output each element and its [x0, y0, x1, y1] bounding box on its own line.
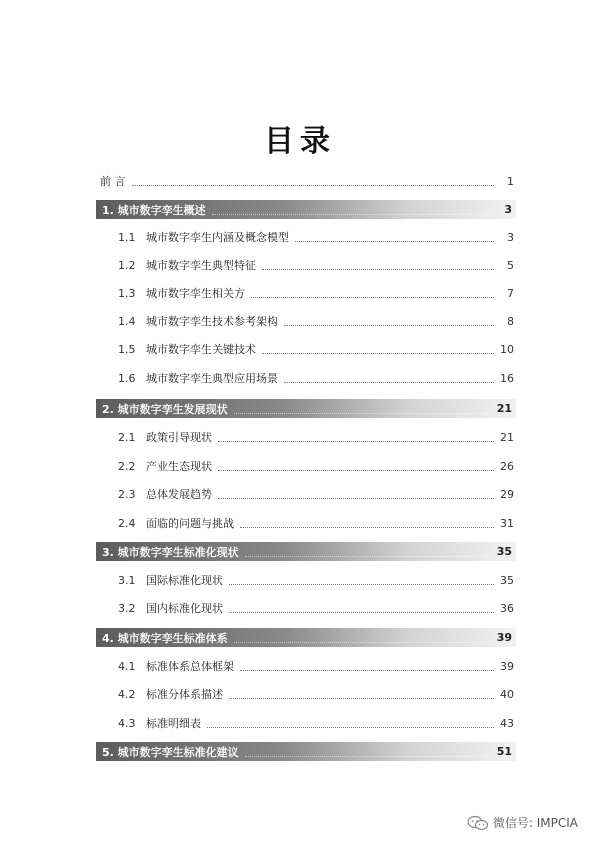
- dot-leader: [229, 583, 494, 585]
- toc-item-1-5[interactable]: [118, 340, 514, 358]
- toc-item-label: 面临的问题与挑战: [146, 517, 234, 530]
- toc-item-2-1[interactable]: [118, 428, 514, 446]
- dot-leader: [295, 240, 494, 242]
- toc-item-number: 1.2: [118, 258, 136, 272]
- toc-page-number: 8: [507, 314, 514, 328]
- toc-section-label: 4. 城市数字孪生标准体系: [102, 631, 228, 645]
- toc-item-label: 国际标准化现状: [146, 574, 223, 587]
- toc-item-number: 1.6: [118, 371, 136, 385]
- toc-item-4-2[interactable]: [118, 685, 514, 703]
- toc-item-2-3[interactable]: [118, 485, 514, 503]
- toc-item-label: 城市数字孪生典型应用场景: [146, 372, 278, 385]
- toc-item-2-4[interactable]: [118, 514, 514, 532]
- toc-item-2-2[interactable]: [118, 457, 514, 475]
- toc-item-number: 2.4: [118, 516, 136, 530]
- toc-item-number: 2.2: [118, 459, 136, 473]
- toc-item-label: 城市数字孪生相关方: [146, 287, 245, 300]
- toc-page-number: 39: [500, 659, 514, 673]
- toc-page-number: 43: [500, 716, 514, 730]
- toc-item-label: 标准分体系描述: [146, 688, 223, 701]
- toc-page-number: 26: [500, 459, 514, 473]
- toc-item-number: 4.2: [118, 687, 136, 701]
- dot-leader: [207, 726, 494, 728]
- dot-leader: [240, 526, 494, 528]
- toc-item-3-2[interactable]: [118, 599, 514, 617]
- dot-leader: [245, 555, 491, 557]
- toc-item-1-3[interactable]: [118, 284, 514, 302]
- dot-leader: [234, 641, 491, 643]
- toc-page-number: 39: [496, 631, 512, 644]
- dot-leader: [218, 497, 494, 499]
- toc-page-number: 40: [500, 687, 514, 701]
- toc-page-number: 16: [500, 371, 514, 385]
- toc-page-number: 3: [504, 203, 512, 216]
- toc-item-1-6[interactable]: [118, 369, 514, 387]
- toc-item-4-3[interactable]: [118, 714, 514, 732]
- toc-item-1-1[interactable]: [118, 228, 514, 246]
- dot-leader: [132, 184, 495, 186]
- toc-section-label: 3. 城市数字孪生标准化现状: [102, 545, 239, 559]
- toc-page-number: 1: [507, 174, 514, 188]
- toc-preface-label: 前 言: [100, 175, 126, 188]
- toc-item-label: 总体发展趋势: [146, 488, 212, 501]
- toc-section-2[interactable]: [96, 399, 516, 418]
- toc-page-number: 29: [500, 487, 514, 501]
- toc-page-number: 35: [500, 573, 514, 587]
- toc-item-4-1[interactable]: [118, 657, 514, 675]
- dot-leader: [262, 268, 494, 270]
- toc-item-label: 产业生态现状: [146, 460, 212, 473]
- toc-page-number: 21: [496, 402, 512, 415]
- toc-page-number: 5: [507, 258, 514, 272]
- toc-item-number: 1.5: [118, 342, 136, 356]
- toc-page-number: 31: [500, 516, 514, 530]
- toc-item-label: 政策引导现状: [146, 431, 212, 444]
- toc-item-number: 1.3: [118, 286, 136, 300]
- toc-item-label: 标准体系总体框架: [146, 660, 234, 673]
- toc-item-1-4[interactable]: [118, 312, 514, 330]
- toc-item-label: 城市数字孪生技术参考架构: [146, 315, 278, 328]
- toc-page-number: 36: [500, 601, 514, 615]
- dot-leader: [212, 213, 492, 215]
- toc-page-number: 7: [507, 286, 514, 300]
- watermark-text: 微信号: IMPCIA: [492, 816, 578, 830]
- toc-page-number: 3: [507, 230, 514, 244]
- toc-section-label: 5. 城市数字孪生标准化建议: [102, 745, 239, 759]
- dot-leader: [234, 412, 491, 414]
- toc-item-1-2[interactable]: [118, 256, 514, 274]
- dot-leader: [262, 352, 494, 354]
- dot-leader: [251, 296, 494, 298]
- toc-section-1[interactable]: [96, 200, 516, 219]
- toc-item-number: 1.4: [118, 314, 136, 328]
- toc-preface[interactable]: [100, 172, 514, 190]
- dot-leader: [284, 324, 494, 326]
- toc-item-label: 城市数字孪生典型特征: [146, 259, 256, 272]
- watermark: [467, 814, 578, 831]
- page-title: 目录: [264, 124, 336, 159]
- dot-leader: [229, 697, 494, 699]
- toc-section-label: 2. 城市数字孪生发展现状: [102, 402, 228, 416]
- dot-leader: [245, 755, 491, 757]
- toc-page-number: 10: [500, 342, 514, 356]
- toc-item-number: 4.3: [118, 716, 136, 730]
- toc-page-number: 51: [496, 745, 512, 758]
- toc-item-number: 3.1: [118, 573, 136, 587]
- toc-item-number: 3.2: [118, 601, 136, 615]
- wechat-icon: [467, 815, 489, 831]
- dot-leader: [284, 381, 494, 383]
- toc-section-label: 1. 城市数字孪生概述: [102, 203, 206, 217]
- toc-item-label: 国内标准化现状: [146, 602, 223, 615]
- dot-leader: [218, 440, 494, 442]
- toc-page-number: 21: [500, 430, 514, 444]
- dot-leader: [240, 669, 494, 671]
- toc-item-number: 2.3: [118, 487, 136, 501]
- toc-page-number: 35: [496, 545, 512, 558]
- toc-item-number: 2.1: [118, 430, 136, 444]
- dot-leader: [218, 469, 494, 471]
- toc-item-label: 城市数字孪生内涵及概念模型: [146, 231, 289, 244]
- toc-item-label: 城市数字孪生关键技术: [146, 343, 256, 356]
- toc-section-5[interactable]: [96, 742, 516, 761]
- toc-item-3-1[interactable]: [118, 571, 514, 589]
- toc-item-label: 标准明细表: [146, 717, 201, 730]
- toc-section-3[interactable]: [96, 542, 516, 561]
- toc-item-number: 1.1: [118, 230, 136, 244]
- dot-leader: [229, 611, 494, 613]
- toc-item-number: 4.1: [118, 659, 136, 673]
- toc-section-4[interactable]: [96, 628, 516, 647]
